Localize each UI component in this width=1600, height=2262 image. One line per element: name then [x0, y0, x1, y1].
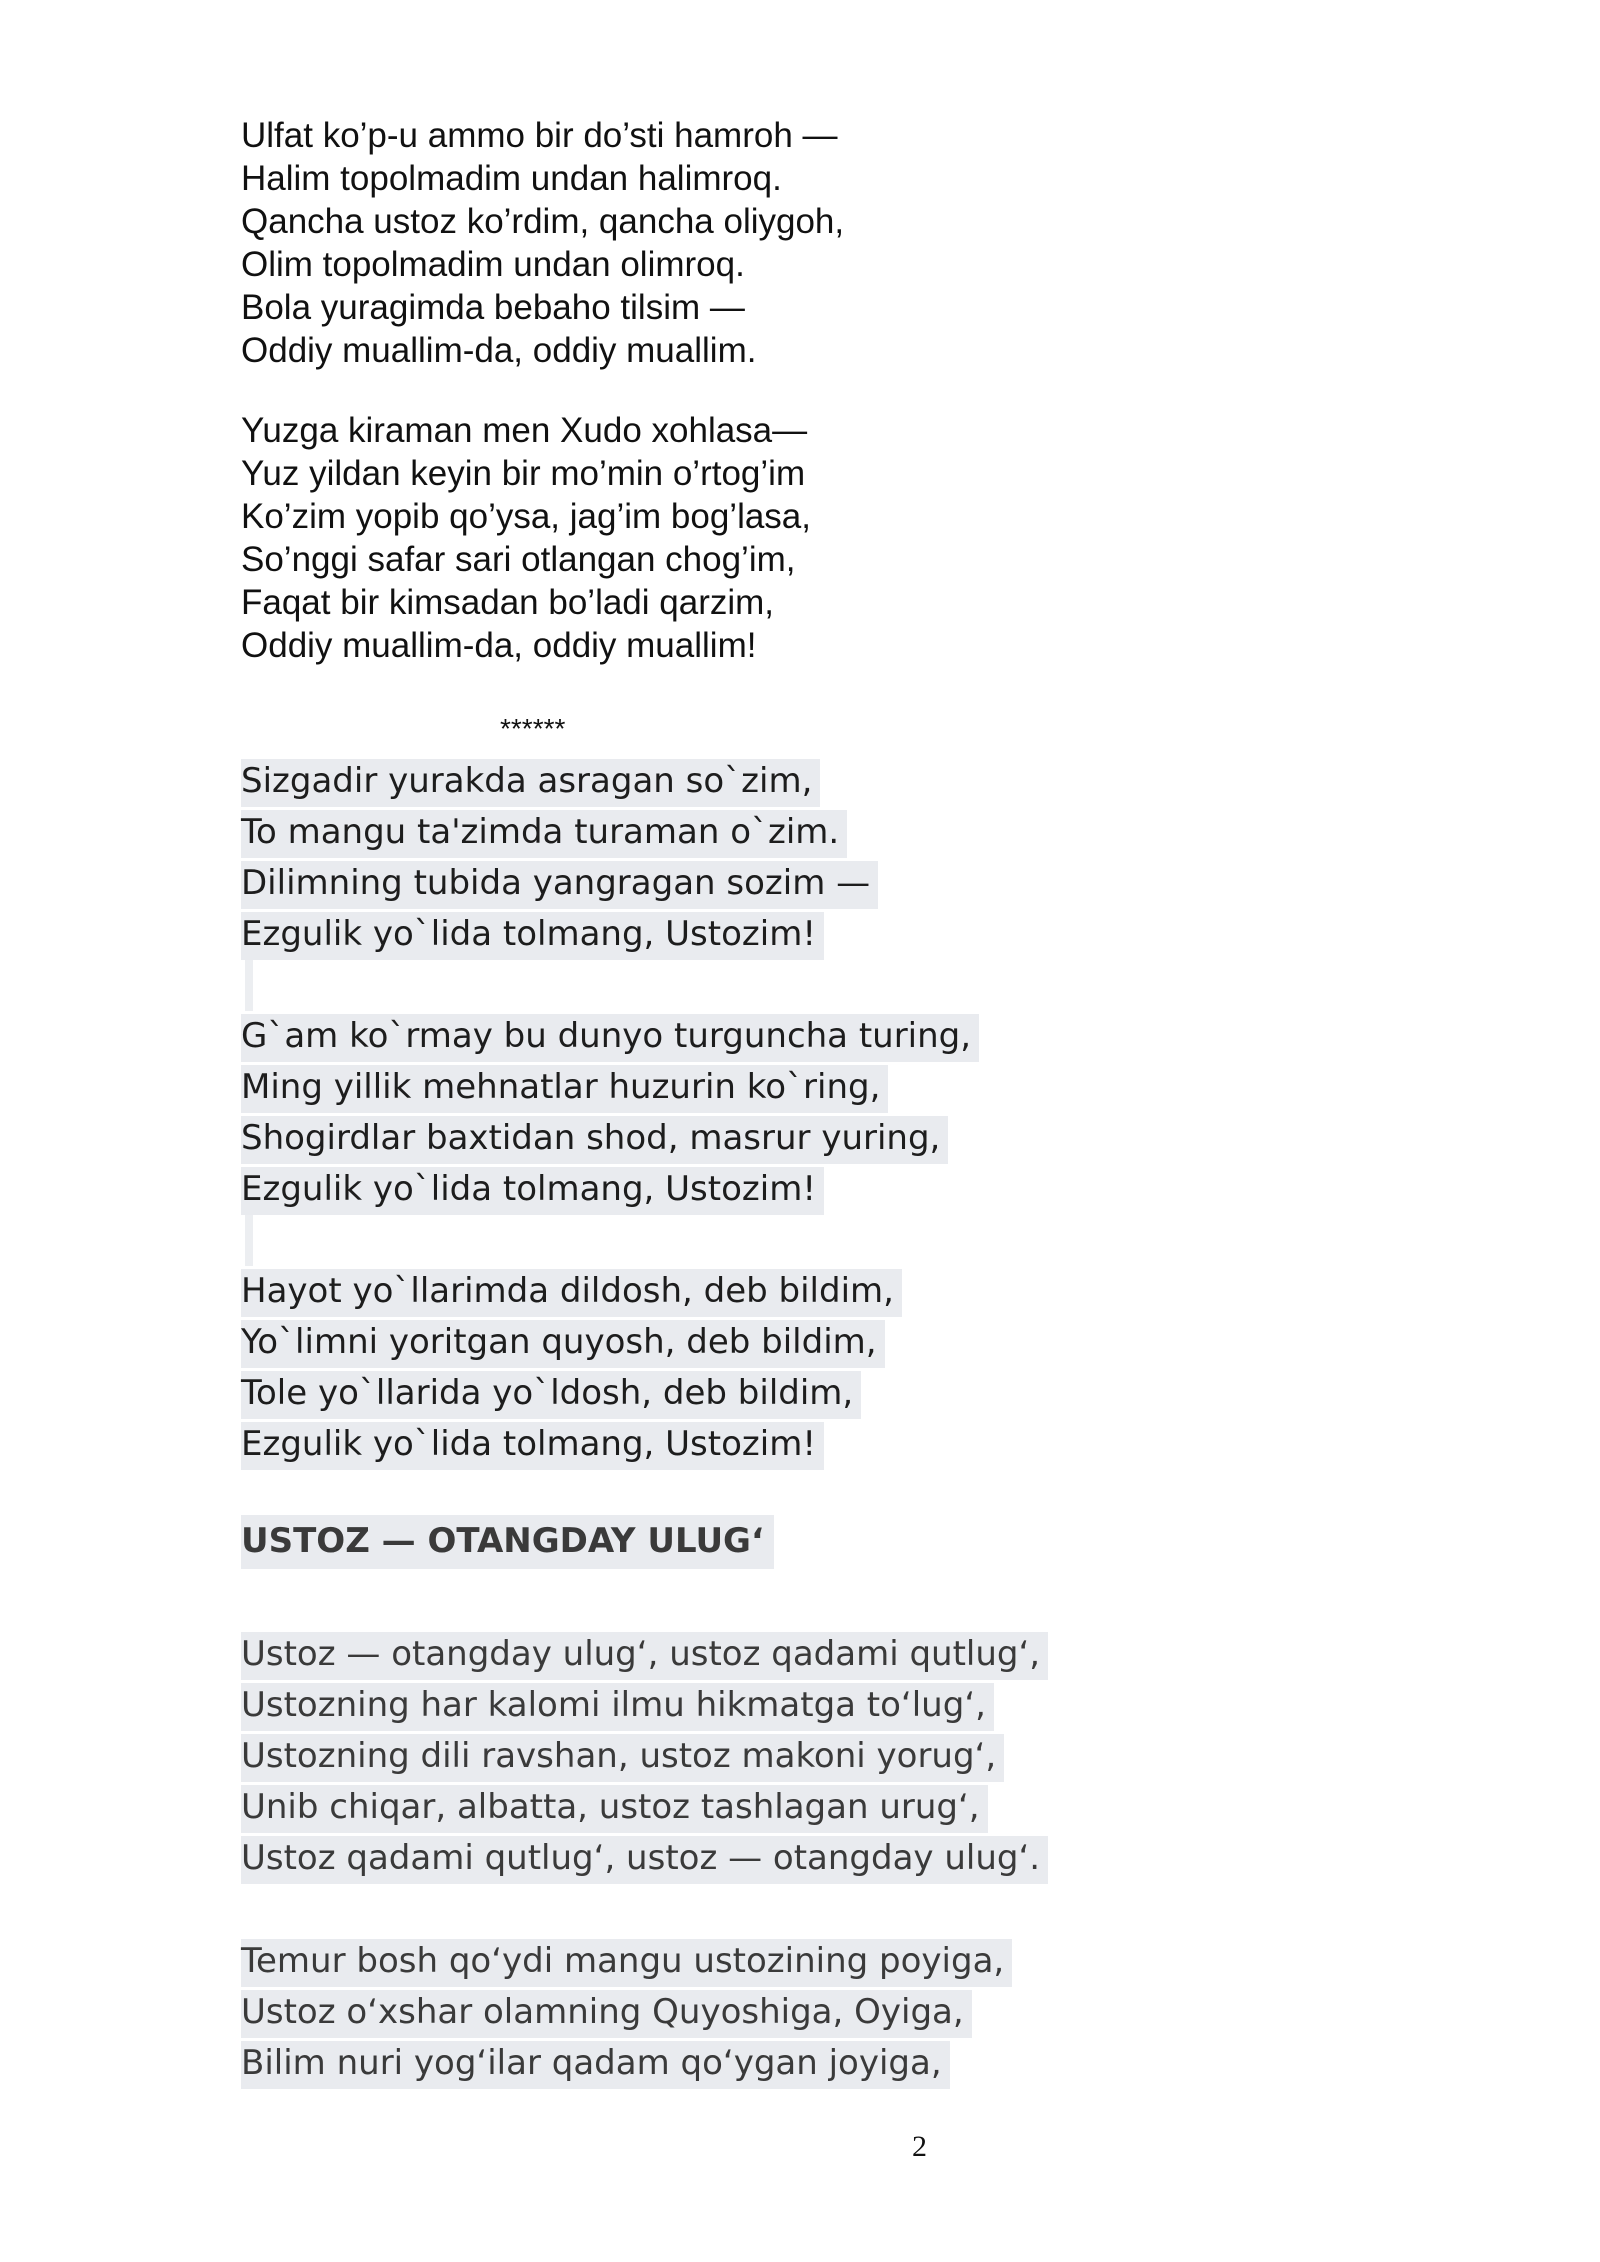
poem-line: Hayot yo`llarimda dildosh, deb bildim,: [241, 1266, 979, 1317]
poem-line: Ko’zim yopib qo’ysa, jag’im bog’lasa,: [241, 497, 811, 536]
poem-line: So’nggi safar sari otlangan chog’im,: [241, 540, 796, 579]
highlight-spacer: [245, 960, 253, 1011]
poem-stanza-2: [241, 409, 811, 667]
page-number: 2: [912, 2130, 927, 2163]
poem-line: Shogirdlar baxtidan shod, masrur yuring,: [241, 1113, 979, 1164]
poem-line: Yuzga kiraman men Xudo xohlasa—: [241, 411, 808, 450]
poem-line: Tole yo`llarida yo`ldosh, deb bildim,: [241, 1368, 979, 1419]
poem-line: Yuz yildan keyin bir mo’min o’rtog’im: [241, 454, 806, 493]
poem-line: G`am ko`rmay bu dunyo turguncha turing,: [241, 1011, 979, 1062]
poem-line: Sizgadir yurakda asragan so`zim,: [241, 756, 979, 807]
poem-line: Ulfat ko’p-u ammo bir do’sti hamroh —: [241, 116, 838, 155]
poem-line: To mangu ta'zimda turaman o`zim.: [241, 807, 979, 858]
poem-line: Ustozning har kalomi ilmu hikmatga to‘lug‘,: [241, 1680, 1048, 1731]
poem-line: Ustoz o‘xshar olamning Quyoshiga, Oyiga,: [241, 1987, 1012, 2038]
poem-line: Faqat bir kimsadan bo’ladi qarzim,: [241, 583, 775, 622]
poem-line: Oddiy muallim-da, oddiy muallim.: [241, 331, 757, 370]
poem-line: Unib chiqar, albatta, ustoz tashlagan urug‘,: [241, 1782, 1048, 1833]
poem-stanza-6: [241, 1629, 1048, 1884]
poem-line: Dilimning tubida yangragan sozim —: [241, 858, 979, 909]
poem-line: Ustoz qadami qutlug‘, ustoz — otangday ulug‘.: [241, 1833, 1048, 1884]
poem-line: Qancha ustoz ko’rdim, qancha oliygoh,: [241, 202, 845, 241]
highlighted-poem-block: [241, 756, 979, 1470]
section-separator: ******: [500, 713, 566, 744]
poem-line: Oddiy muallim-da, oddiy muallim!: [241, 626, 757, 665]
poem-line: Ezgulik yo`lida tolmang, Ustozim!: [241, 1164, 979, 1215]
poem-line: Halim topolmadim undan halimroq.: [241, 159, 782, 198]
poem-line: Ustoz — otangday ulug‘, ustoz qadami qutlug‘,: [241, 1629, 1048, 1680]
section-heading: USTOZ — OTANGDAY ULUG‘: [241, 1521, 774, 1561]
poem-line: Temur bosh qo‘ydi mangu ustozining poyiga,: [241, 1936, 1012, 1987]
highlight-spacer: [245, 1215, 253, 1266]
poem-line: Ezgulik yo`lida tolmang, Ustozim!: [241, 1419, 979, 1470]
poem-line: Yo`limni yoritgan quyosh, deb bildim,: [241, 1317, 979, 1368]
poem-line: Ming yillik mehnatlar huzurin ko`ring,: [241, 1062, 979, 1113]
poem-stanza-7: [241, 1936, 1012, 2089]
poem-line: Bola yuragimda bebaho tilsim —: [241, 288, 745, 327]
poem-line: Ezgulik yo`lida tolmang, Ustozim!: [241, 909, 979, 960]
poem-line: Ustozning dili ravshan, ustoz makoni yorug‘,: [241, 1731, 1048, 1782]
poem-line: Olim topolmadim undan olimroq.: [241, 245, 745, 284]
poem-line: Bilim nuri yog‘ilar qadam qo‘ygan joyiga,: [241, 2038, 1012, 2089]
poem-stanza-1: [241, 114, 844, 372]
